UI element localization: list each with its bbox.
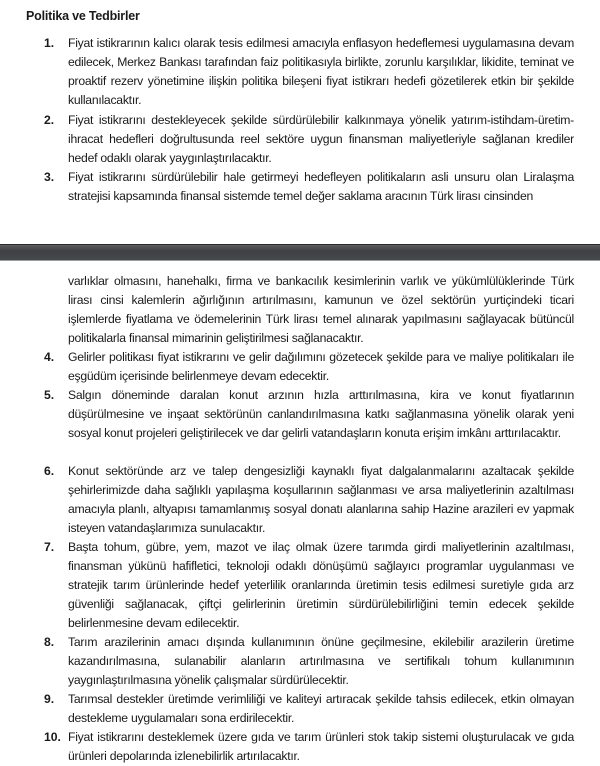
list-item-2 [44,111,574,168]
item-number: 9. [44,692,55,706]
item-text: Tarımsal destekler üretimde verimliliği ve kaliteyi artıracak şekilde tahsis edilecek, etkin olmayan destekleme uygulamaları sona erdirilecektir. [68,692,574,725]
item-text: Başta tohum, gübre, yem, mazot ve ilaç olmak üzere tarımda girdi maliyetlerinin azaltılması, finansman yükünü hafifletici, teknoloji odaklı dönüşümü sağlayıcı programlar uygulanması ve stratejik tarım ürünlerinde hedef yeterlilik oranlarında üretimin tesis edilmesi suretiyle gıda arz güvenliği sağlanacak, çiftçi gelirlerinin üretimin sürdürülebilirliğini temin edecek şekilde belirlenmesine devam edilecektir. [68,540,574,630]
list-item-3-continuation: varlıklar olmasını, hanehalkı, firma ve bankacılık kesimlerinin varlık ve yükümlülüklerinde Türk lirası cinsi kalemlerin ağırlığının artırılmasını, kamunun ve özel sektörün yurtiçindeki ticari işlemlerde fiyatlama ve ödemelerinin Türk lirası temel alınarak yapılmasını sağlayacak bütüncül politikalarla finansal mimarinin geliştirilmesi sağlanacaktır. [68,274,574,345]
item-text: Gelirler politikası fiyat istikrarını ve gelir dağılımını gözetecek şekilde para ve maliye politikaları ile eşgüdüm içerisinde belirlenmeye devam edecektir. [68,350,574,383]
item-text: Fiyat istikrarını destekleyecek şekilde sürdürülebilir kalkınmaya yönelik yatırım-istihdam-üretim-ihracat hedefleri doğrultusunda reel sektöre uygun finansman maliyetleriyle sağlanan krediler hedef odaklı olarak yaygınlaştırılacaktır. [68,113,574,165]
list-item-3 [44,168,574,206]
item-number: 5. [44,388,55,402]
page-separator [0,244,600,261]
item-text: Fiyat istikrarını sürdürülebilir hale getirmeyi hedefleyen politikaların asli unsuru olan Liralaşma stratejisi kapsamında finansal sistemde temel değer saklama aracının Türk lirası cinsinden [68,170,574,203]
item-text: Konut sektöründe arz ve talep dengesizliği kaynaklı fiyat dalgalanmalarını azaltacak şekilde şehirlerimizde daha sağlıklı yapılaşma koşullarının sağlanması ve arsa maliyetlerinin azaltılması amacıyla planlı, altyapısı tamamlanmış sosyal donatı alanlarına sahip Hazine arazileri ev yapmak isteyen vatandaşlarımıza sunulacaktır. [68,464,574,535]
item-text: Fiyat istikrarını desteklemek üzere gıda ve tarım ürünleri stok takip sistemi oluşturulacak ve gıda ürünleri depolarında izlenebilirlik artırılacaktır. [68,730,574,763]
item-number: 1. [44,36,55,50]
item-text: Tarım arazilerinin amacı dışında kullanımının önüne geçilmesine, ekilebilir arazilerin üretime kazandırılmasına, sulanabilir alanların artırılmasına ve sertifikalı tohum kullanımının yaygınlaştırılmasına yönelik çalışmalar sürdürülecektir. [68,635,574,687]
list-item-6 [44,462,574,538]
item-text: Fiyat istikrarının kalıcı olarak tesis edilmesi amacıyla enflasyon hedeflemesi uygulamasına devam edilecek, Merkez Bankası tarafından faiz politikasıyla birlikte, zorunlu karşılıklar, likidite, teminat ve proaktif rezerv yönetimine ilişkin politika bileşeni fiyat istikrarı hedefi gözetilerek etkin bir şekilde kullanılacaktır. [68,36,574,107]
section-heading: Politika ve Tedbirler [26,9,140,23]
item-number: 8. [44,635,55,649]
page-top [0,0,600,244]
item-number: 6. [44,464,55,478]
item-number: 2. [44,113,55,127]
list-item-4 [44,348,574,386]
list-item-9 [44,690,574,728]
item-number: 4. [44,350,55,364]
list-item-8 [44,633,574,690]
list-item-1 [44,34,574,110]
item-number: 10. [44,730,61,744]
item-number: 3. [44,170,55,184]
list-item-5 [44,386,574,443]
list-item-10 [44,728,574,766]
list-item-7 [44,538,574,633]
item-number: 7. [44,540,55,554]
item-text: Salgın döneminde daralan konut arzının hızla arttırılmasına, kira ve konut fiyatlarının düşürülmesine ve inşaat sektörünün canlandırılmasına katkı sağlanmasına yönelik olarak yeni sosyal konut projeleri geliştirilecek ve dar gelirli vatandaşların konuta erişim imkânı arttırılacaktır. [68,388,574,440]
